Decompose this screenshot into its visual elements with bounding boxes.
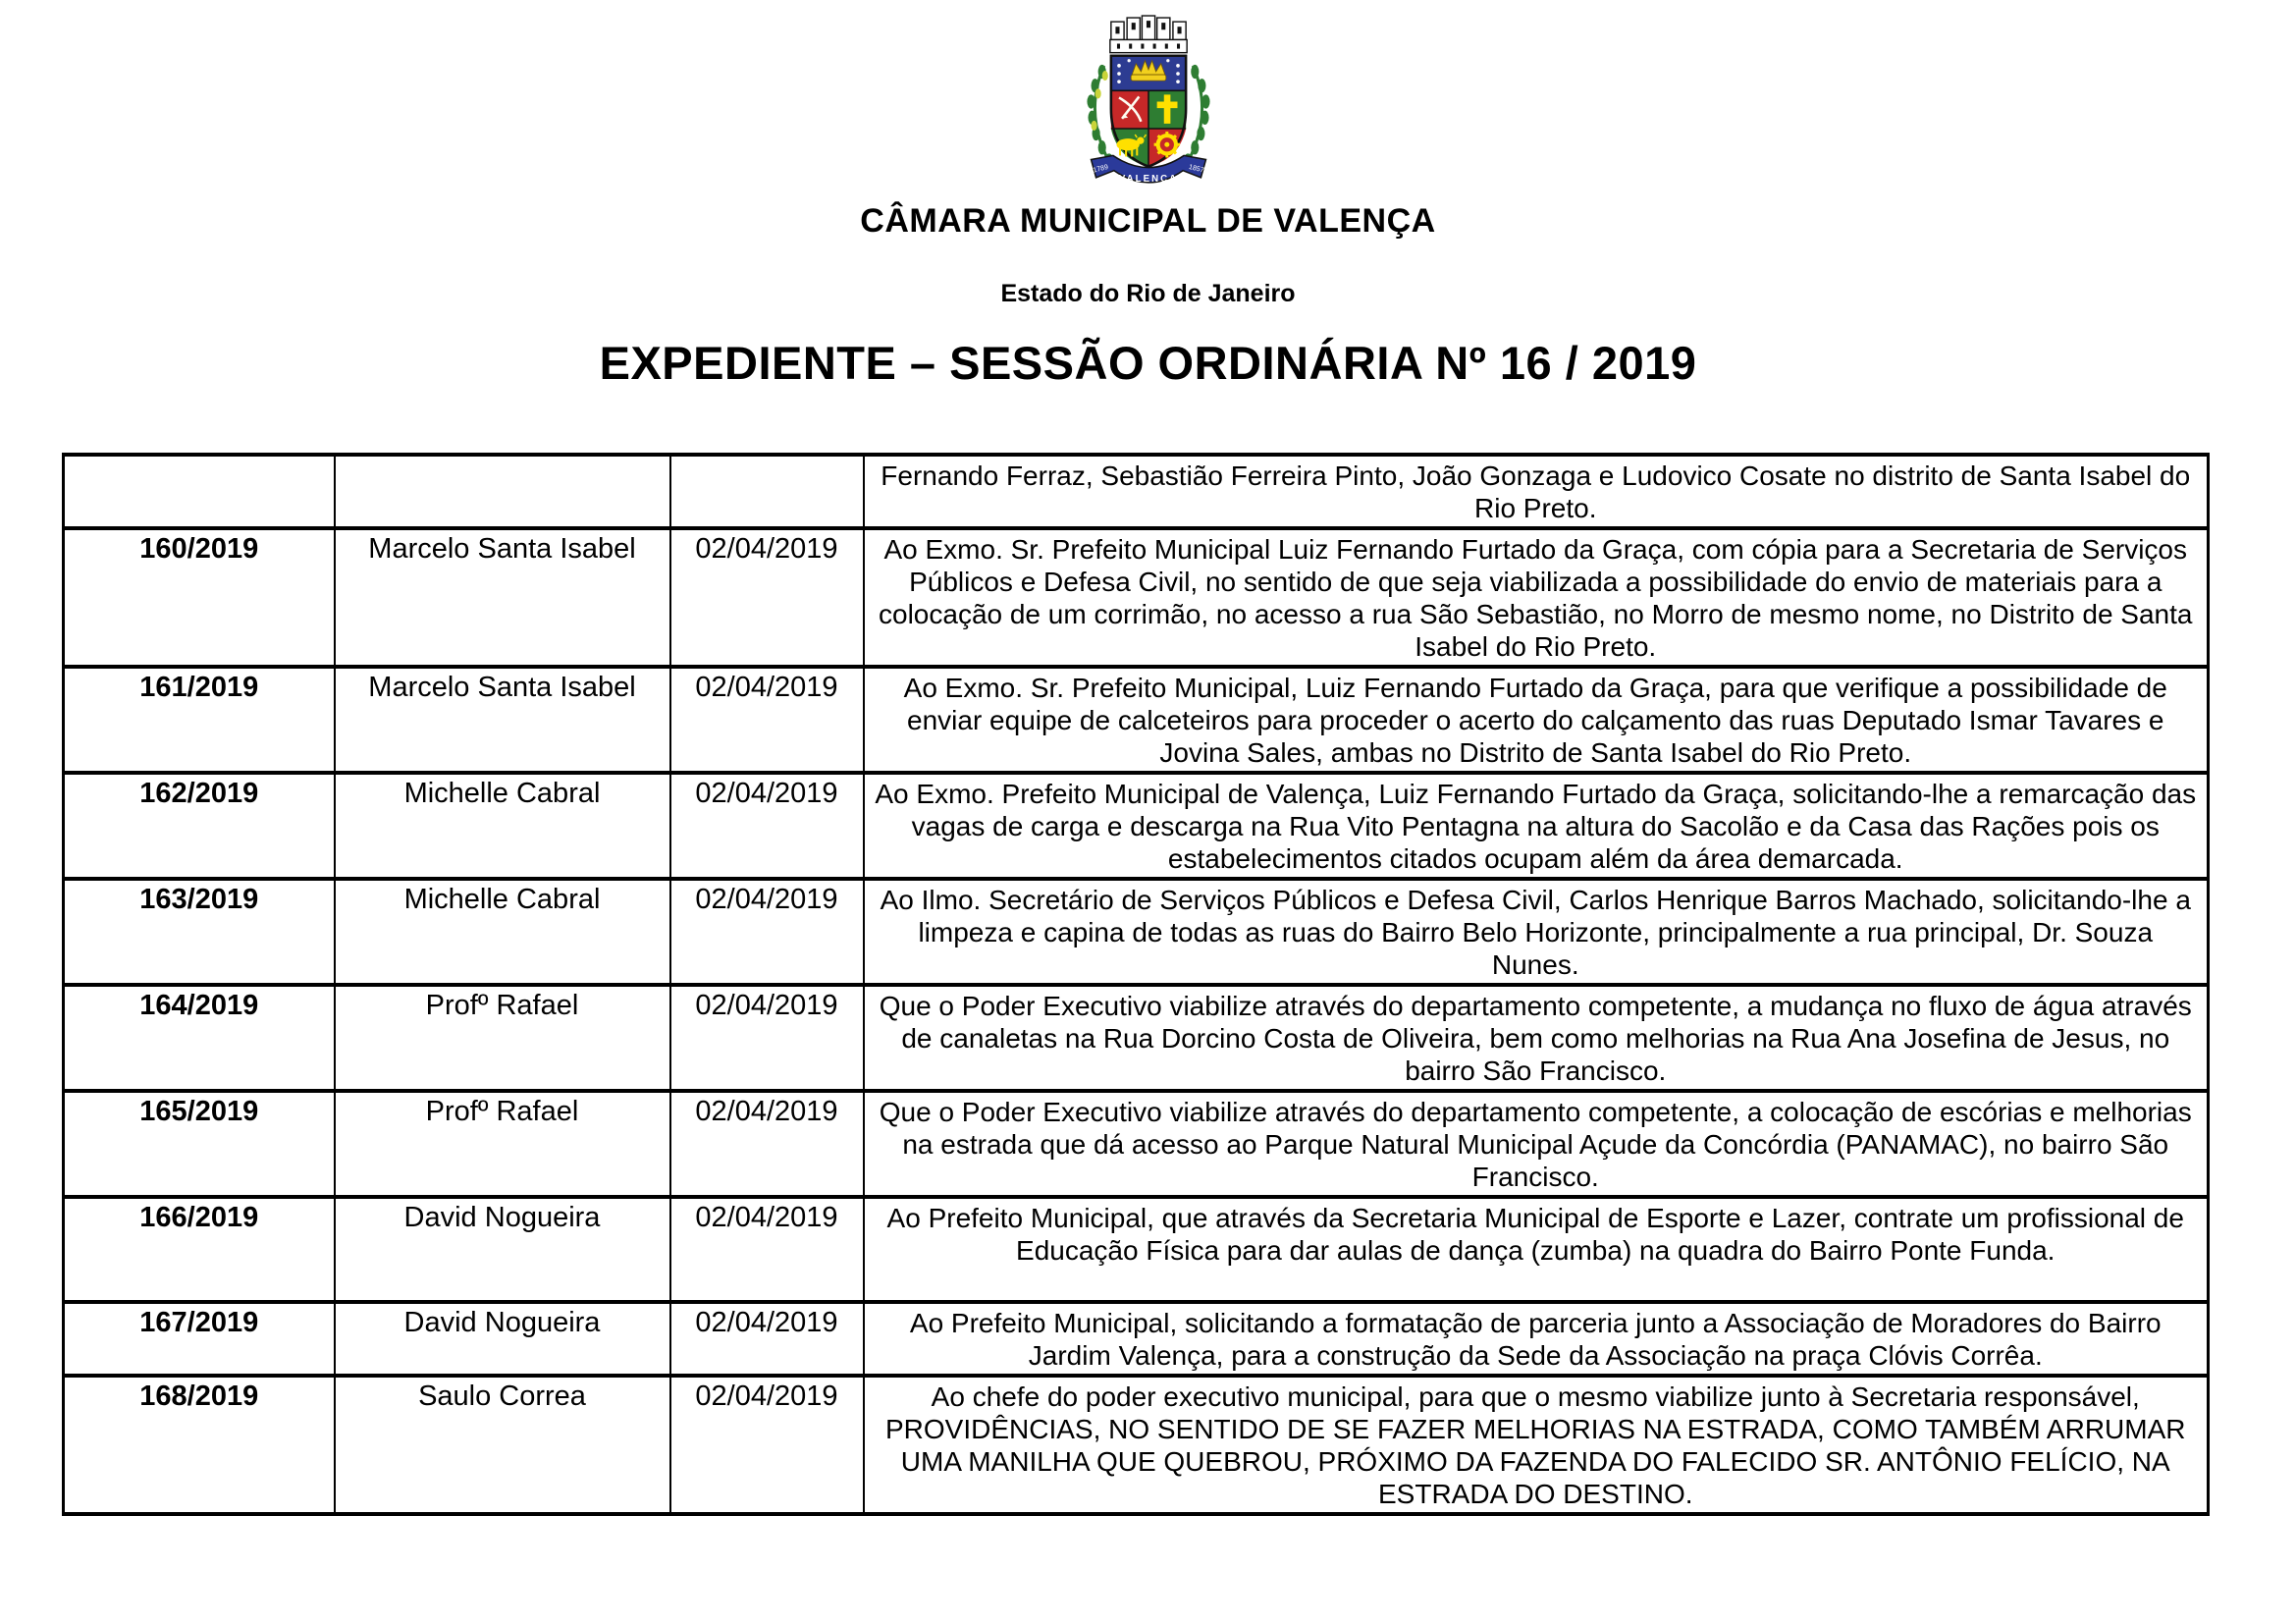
cell-description: Que o Poder Executivo viabilize através do departamento competente, a mudança no fluxo de água através de canaletas na Rua Dorcino Costa de Oliveira, bem como melhorias na Rua Ana Josefina de Jesus, no bairro São Francisco. — [864, 985, 2209, 1091]
cell-number: 162/2019 — [64, 773, 335, 879]
table-row — [64, 1376, 2209, 1514]
cell-number: 163/2019 — [64, 879, 335, 985]
cell-description: Que o Poder Executivo viabilize através do departamento competente, a colocação de escórias e melhorias na estrada que dá acesso ao Parque Natural Municipal Açude da Concórdia (PANAMAC), no bairro São Francisco. — [864, 1091, 2209, 1197]
table-row — [64, 667, 2209, 773]
cell-date: 02/04/2019 — [670, 985, 864, 1091]
cell-number: 166/2019 — [64, 1197, 335, 1302]
table-row — [64, 773, 2209, 879]
table-row — [64, 455, 2209, 528]
ribbon-year-left: 1789 — [1092, 162, 1109, 175]
state-line: Estado do Rio de Janeiro — [1000, 280, 1296, 307]
valenca-coat-of-arms-icon — [1081, 14, 1216, 189]
cell-date: 02/04/2019 — [670, 1091, 864, 1197]
document-title: EXPEDIENTE – SESSÃO ORDINÁRIA Nº 16 / 2019 — [599, 337, 1697, 389]
cell-description: Ao Exmo. Prefeito Municipal de Valença, Luiz Fernando Furtado da Graça, solicitando-lhe a remarcação das vagas de carga e descarga na Rua Vito Pentagna na altura do Sacolão e da Casa das Rações pois os estabelecimentos citados ocupam além da área demarcada. — [864, 773, 2209, 879]
cell-author: David Nogueira — [335, 1302, 670, 1376]
cell-author: Saulo Correa — [335, 1376, 670, 1514]
document-header — [0, 0, 2296, 390]
ribbon-motto: VALENÇA — [1118, 173, 1178, 185]
cell-date — [670, 455, 864, 528]
cell-description: Fernando Ferraz, Sebastião Ferreira Pinto, João Gonzaga e Ludovico Cosate no distrito de Santa Isabel do Rio Preto. — [864, 455, 2209, 528]
table-row — [64, 985, 2209, 1091]
table-row — [64, 528, 2209, 667]
table-row — [64, 1091, 2209, 1197]
cell-date: 02/04/2019 — [670, 667, 864, 773]
cell-number: 168/2019 — [64, 1376, 335, 1514]
cell-author: Marcelo Santa Isabel — [335, 667, 670, 773]
cell-date: 02/04/2019 — [670, 1376, 864, 1514]
cell-date: 02/04/2019 — [670, 1197, 864, 1302]
cell-author — [335, 455, 670, 528]
cell-author: Marcelo Santa Isabel — [335, 528, 670, 667]
cell-description: Ao Ilmo. Secretário de Serviços Públicos e Defesa Civil, Carlos Henrique Barros Machado, solicitando-lhe a limpeza e capina de todas as ruas do Bairro Belo Horizonte, principalmente a rua principal, Dr. Souza Nunes. — [864, 879, 2209, 985]
cell-number — [64, 455, 335, 528]
cell-description: Ao Prefeito Municipal, solicitando a formatação de parceria junto a Associação de Moradores do Bairro Jardim Valença, para a construção da Sede da Associação na praça Clóvis Corrêa. — [864, 1302, 2209, 1376]
table-row — [64, 879, 2209, 985]
cell-date: 02/04/2019 — [670, 879, 864, 985]
cell-description: Ao Exmo. Sr. Prefeito Municipal Luiz Fernando Furtado da Graça, com cópia para a Secretaria de Serviços Públicos e Defesa Civil, no sentido de que seja viabilizada a possibilidade do envio de materiais para a colocação de um corrimão, no acesso a rua São Sebastião, no Morro de mesmo nome, no Distrito de Santa Isabel do Rio Preto. — [864, 528, 2209, 667]
cell-number: 161/2019 — [64, 667, 335, 773]
expediente-table — [62, 453, 2210, 1516]
cell-description: Ao chefe do poder executivo municipal, para que o mesmo viabilize junto à Secretaria responsável, PROVIDÊNCIAS, NO SENTIDO DE SE FAZER MELHORIAS NA ESTRADA, COMO TAMBÉM ARRUMAR UMA MANILHA QUE QUEBROU, PRÓXIMO DA FAZENDA DO FALECIDO SR. ANTÔNIO FELÍCIO, NA ESTRADA DO DESTINO. — [864, 1376, 2209, 1514]
cell-author: Michelle Cabral — [335, 879, 670, 985]
cell-number: 164/2019 — [64, 985, 335, 1091]
cell-description: Ao Prefeito Municipal, que através da Secretaria Municipal de Esporte e Lazer, contrate um profissional de Educação Física para dar aulas de dança (zumba) na quadra do Bairro Ponte Funda. — [864, 1197, 2209, 1302]
table-row — [64, 1197, 2209, 1302]
ribbon-year-right: 1857 — [1187, 162, 1204, 175]
cell-number: 160/2019 — [64, 528, 335, 667]
cell-number: 167/2019 — [64, 1302, 335, 1376]
table-row — [64, 1302, 2209, 1376]
cell-author: Profº Rafael — [335, 985, 670, 1091]
cell-author: Profº Rafael — [335, 1091, 670, 1197]
cell-description: Ao Exmo. Sr. Prefeito Municipal, Luiz Fernando Furtado da Graça, para que verifique a possibilidade de enviar equipe de calceteiros para proceder o acerto do calçamento das ruas Deputado Ismar Tavares e Jovina Sales, ambas no Distrito de Santa Isabel do Rio Preto. — [864, 667, 2209, 773]
cell-author: David Nogueira — [335, 1197, 670, 1302]
cell-number: 165/2019 — [64, 1091, 335, 1197]
org-name: CÂMARA MUNICIPAL DE VALENÇA — [860, 202, 1436, 240]
cell-date: 02/04/2019 — [670, 1302, 864, 1376]
cell-date: 02/04/2019 — [670, 528, 864, 667]
cell-author: Michelle Cabral — [335, 773, 670, 879]
cell-date: 02/04/2019 — [670, 773, 864, 879]
